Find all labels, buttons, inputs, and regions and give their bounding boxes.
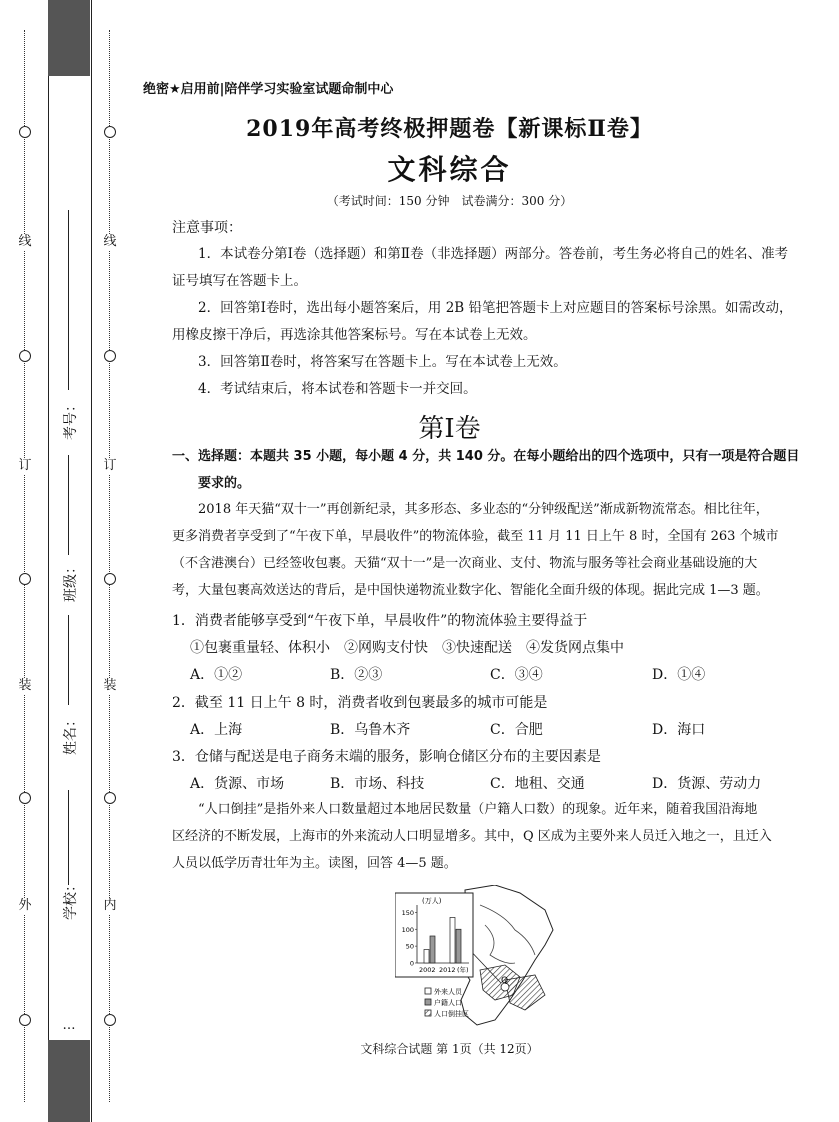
note-line: 用橡皮擦干净后，再选涂其他答案标号。写在本试卷上无效。 — [172, 327, 537, 343]
passage-line: “人口倒挂”是指外来人口数量超过本地居民数量（户籍人口数）的现象。近年来，随着我国沿海地 — [198, 802, 758, 817]
school-label: 学校： — [63, 878, 79, 920]
legend-swatch-migrant — [425, 988, 431, 994]
name-label: 姓名： — [63, 713, 79, 755]
option-b: B．乌鲁木齐 — [330, 722, 411, 738]
x-tick-label: 2002 — [419, 966, 436, 974]
passage-line: 更多消费者享受到了“午夜下单，早晨收件”的物流体验，截至 11 月 11 日上午 8 时，全国有 263 个城市 — [172, 529, 779, 544]
class-label: 班级： — [63, 560, 79, 602]
x-tick-label: 2012 — [439, 966, 456, 974]
y-tick-label: 100 — [401, 925, 414, 934]
exam-number-label: 考号： — [63, 398, 79, 440]
question-stem: 1．消费者能够享受到“午夜下单，早晨收件”的物流体验主要得益于 — [172, 613, 588, 629]
strip-dark-top — [48, 0, 90, 76]
option-b: B．②③ — [330, 667, 383, 683]
binding-circle — [104, 792, 116, 804]
question-stem: 3．仓储与配送是电子商务末端的服务，影响仓储区分布的主要因素是 — [172, 749, 601, 765]
legend-inversion: 人口倒挂区 — [434, 1010, 469, 1018]
outer-dotted-line — [24, 30, 25, 1102]
secret-line: 绝密★启用前|陪伴学习实验室试题命制中心 — [143, 82, 394, 97]
inversion-region-map-2 — [505, 975, 545, 1010]
option-c: C．合肥 — [490, 722, 543, 738]
option-c: C．地租、交通 — [490, 776, 585, 792]
legend-swatch-inversion — [425, 1010, 431, 1016]
passage-line: 区经济的不断发展，上海市的外来流动人口明显增多。其中，Q 区成为主要外来人员迁入地之一，且迁入 — [172, 829, 772, 844]
subject-title: 文科综合 — [387, 153, 512, 186]
name-line — [68, 615, 69, 705]
option-a: A．上海 — [190, 722, 243, 738]
note-line: 1．本试卷分第Ⅰ卷（选择题）和第Ⅱ卷（非选择题）两部分。答卷前，考生务必将自己的姓名、准考 — [198, 246, 789, 262]
passage-line: （不含港澳台）已经签收包裹。天猫“双十一”是一次商业、支付、物流与服务等社会商业基础设施的大 — [172, 556, 758, 571]
option-c: C．③④ — [490, 667, 543, 683]
binding-circle — [19, 792, 31, 804]
option-a: A．货源、市场 — [190, 776, 285, 792]
passage-line: 考，大量包裹高效送达的背后，是中国快递物流业数字化、智能化全面升级的体现。据此完成 1—3 题。 — [172, 583, 769, 598]
bar-migrant-2002 — [424, 950, 429, 964]
legend-migrant: 外来人员 — [434, 988, 462, 996]
note-line: 4．考试结束后，将本试卷和答题卡一并交回。 — [198, 381, 477, 397]
passage-line: 人员以低学历青壮年为主。读图，回答 4—5 题。 — [172, 856, 457, 871]
binding-circle — [19, 573, 31, 585]
inner-mark-ding: 订 — [103, 458, 117, 473]
notes-heading: 注意事项： — [172, 220, 242, 236]
passage-line: 2018 年天猫“双十一”再创新纪录，其多形态、多业态的“分钟级配送”渐成新物流常态。相比往年， — [198, 502, 769, 517]
section-title: 第Ⅰ卷 — [418, 414, 481, 444]
outer-mark-xian: 线 — [18, 234, 32, 249]
legend-swatch-registered — [425, 999, 431, 1005]
y-tick-label: 0 — [409, 959, 414, 968]
option-d: D．海口 — [652, 722, 706, 738]
page-footer: 文科综合试题 第 1页（共 12页） — [360, 1042, 539, 1056]
section-instruction-2: 要求的。 — [198, 476, 251, 491]
option-d: D．货源、劳动力 — [652, 776, 762, 792]
legend-registered: 户籍人口 — [434, 999, 462, 1007]
binding-circle — [104, 1014, 116, 1026]
y-tick-label: 150 — [401, 908, 414, 917]
paper-title: 2019年高考终极押题卷【新课标Ⅱ卷】 — [246, 116, 653, 142]
section-instruction: 一、选择题：本题共 35 小题，每小题 4 分，共 140 分。在每小题给出的四个选项中，只有一项是符合题目 — [172, 449, 800, 464]
inner-mark-nei: 内 — [103, 898, 117, 913]
bar-registered-2012 — [456, 929, 461, 963]
strip-ellipsis: … — [62, 1018, 76, 1033]
binding-circle — [19, 350, 31, 362]
question-stem: 2．截至 11 日上午 8 时，消费者收到包裹最多的城市可能是 — [172, 695, 548, 711]
exam-info: （考试时间：150 分钟 试卷满分：300 分） — [326, 194, 573, 208]
bar-registered-2002 — [430, 936, 435, 963]
inner-dotted-line — [109, 30, 110, 1102]
y-tick-label: 50 — [405, 942, 414, 951]
population-figure — [395, 885, 565, 1035]
option-a: A．①② — [190, 667, 243, 683]
school-line — [68, 790, 69, 885]
option-b: B．市场、科技 — [330, 776, 425, 792]
binding-circle — [104, 350, 116, 362]
note-line: 2．回答第Ⅰ卷时，选出每小题答案后，用 2B 铅笔把答题卡上对应题目的答案标号涂黑。如需改动， — [198, 300, 793, 316]
outer-mark-wai: 外 — [18, 898, 32, 913]
option-d: D．①④ — [652, 667, 706, 683]
inner-mark-zhuang: 装 — [103, 678, 117, 693]
bar-migrant-2012 — [450, 917, 455, 963]
note-line: 3．回答第Ⅱ卷时，将答案写在答题卡上。写在本试卷上无效。 — [198, 354, 567, 370]
outer-mark-ding: 订 — [18, 458, 32, 473]
outer-mark-zhuang: 装 — [18, 678, 32, 693]
binding-circle — [104, 573, 116, 585]
binding-circle — [19, 1014, 31, 1026]
inner-mark-xian: 线 — [103, 234, 117, 249]
class-line — [68, 455, 69, 555]
q-district-label: Q — [501, 976, 509, 986]
note-line: 证号填写在答题卡上。 — [172, 273, 307, 289]
x-axis-unit: (年) — [457, 966, 469, 974]
exam-number-line — [68, 210, 69, 390]
figure-svg — [395, 885, 565, 1035]
question-sub: ①包裹重量轻、体积小 ②网购支付快 ③快速配送 ④发货网点集中 — [190, 640, 624, 656]
chart-unit: (万人) — [422, 897, 442, 905]
